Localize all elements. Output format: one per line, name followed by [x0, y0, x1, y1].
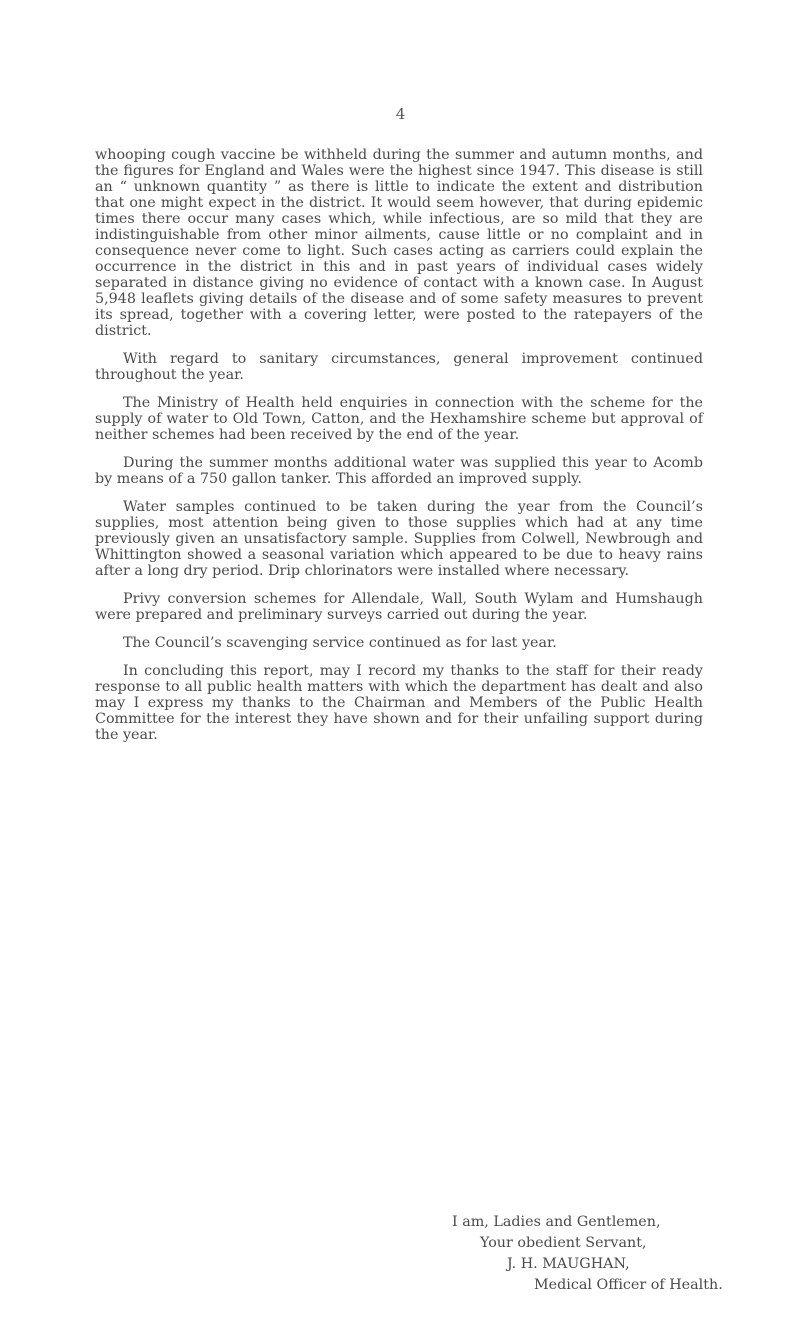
paragraph-acomb-supply: During the summer months additional water was supplied this year to Acomb by means of a 750 gallon tanker. This afforded an improved supply. — [95, 455, 703, 487]
paragraph-whooping-cough: whooping cough vaccine be withheld during the summer and autumn months, and the figures for England and Wales were the highest since 1947. This disease is still an “ unknown quantity ” as there is little to indicate the extent and distribution that one might expect in the district. It would seem however, that during epidemic times there occur many cases which, while infectious, are so mild that they are indistinguishable from other minor ailments, cause little or no complaint and in consequence never come to light. Such cases acting as carriers could explain the occurrence in the district in this and in past years of individual cases widely separated in distance giving no evidence of contact with a known case. In August 5,948 leaflets giving details of the disease and of some safety measures to prevent its spread, together with a covering letter, were posted to the ratepayers of the district. — [95, 147, 703, 339]
signoff-salutation: I am, Ladies and Gentlemen, — [452, 1214, 661, 1230]
paragraph-conclusion: In concluding this report, may I record my thanks to the staff for their ready response to all public health matters with which the department has dealt and also may I express my thanks to the Chairman and Members of the Public Health Committee for the interest they have shown and for their unfailing support during the year. — [95, 663, 703, 743]
signoff-title: Medical Officer of Health. — [534, 1277, 723, 1293]
paragraph-privy-conversion: Privy conversion schemes for Allendale, Wall, South Wylam and Humshaugh were prepared and preliminary surveys carried out during the year. — [95, 591, 703, 623]
signoff-closing: Your obedient Servant, — [480, 1235, 647, 1251]
signoff-name: J. H. MAUGHAN, — [507, 1256, 630, 1272]
signoff-block — [0, 1212, 801, 1296]
paragraph-scavenging: The Council’s scavenging service continued as for last year. — [123, 635, 557, 651]
paragraph-water-schemes: The Ministry of Health held enquiries in connection with the scheme for the supply of water to Old Town, Catton, and the Hexhamshire scheme but approval of neither schemes had been received by the end of the year. — [95, 395, 703, 443]
page-number: 4 — [395, 105, 406, 123]
paragraph-water-samples: Water samples continued to be taken during the year from the Council’s supplies, most attention being given to those supplies which had at any time previously given an unsatisfactory sample. Supplies from Colwell, Newbrough and Whittington showed a seasonal variation which appeared to be due to heavy rains after a long dry period. Drip chlorinators were installed where necessary. — [95, 499, 703, 579]
paragraph-sanitary-circumstances: With regard to sanitary circumstances, general improvement continued throughout the year. — [95, 351, 703, 383]
report-body — [95, 147, 703, 755]
